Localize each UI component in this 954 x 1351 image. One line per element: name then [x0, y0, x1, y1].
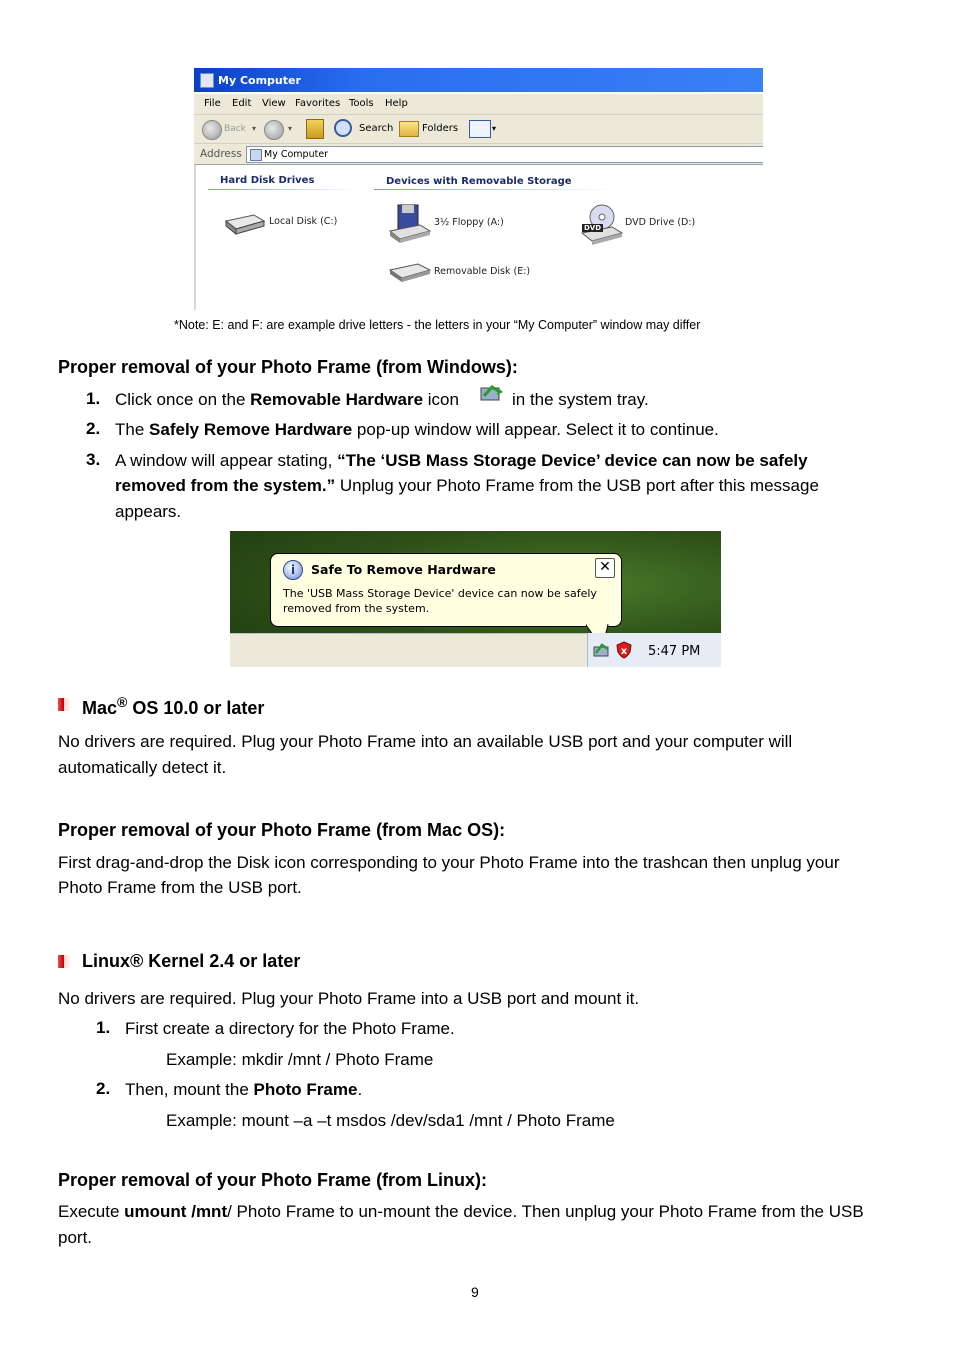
search-icon[interactable]	[334, 119, 352, 137]
mac-heading-text: Mac	[82, 698, 118, 718]
dvd-badge: DVD	[584, 224, 602, 232]
address-value: My Computer	[264, 149, 329, 160]
back-arrow-icon[interactable]	[202, 120, 222, 140]
windows-step-3-line-3: appears.	[115, 502, 182, 521]
computer-icon	[200, 73, 214, 88]
address-bar	[194, 144, 763, 165]
step-number: 2.	[86, 419, 101, 438]
notification-balloon	[270, 553, 622, 627]
balloon-message-line: removed from the system.	[283, 602, 430, 615]
step-text: pop-up window will appear. Select it to continue.	[352, 420, 719, 439]
registered-mark: ®	[117, 694, 128, 710]
menu-edit[interactable]: Edit	[232, 98, 252, 109]
linux-removal-heading: Proper removal of your Photo Frame (from Linux):	[58, 1170, 488, 1190]
step-text: Then, mount the	[125, 1080, 254, 1099]
windows-removal-heading: Proper removal of your Photo Frame (from Windows):	[58, 357, 518, 377]
windows-step-2	[115, 417, 719, 442]
system-clock[interactable]: 5:47 PM	[648, 644, 701, 659]
windows-step-1-end: in the system tray.	[512, 390, 649, 409]
views-icon[interactable]	[469, 120, 491, 138]
step-bold-text: Photo Frame	[253, 1080, 358, 1099]
step-text: .	[357, 1080, 363, 1099]
mac-removal-line-2: Photo Frame from the USB port.	[58, 878, 302, 897]
linux-step-2	[125, 1077, 362, 1102]
safe-remove-screenshot	[230, 531, 721, 667]
address-label: Address	[200, 148, 242, 160]
linux-removal-line-2: port.	[58, 1228, 93, 1247]
balloon-message	[283, 586, 597, 616]
linux-example-2: Example: mount –a –t msdos /dev/sda1 /mnt / Photo Frame	[166, 1111, 615, 1130]
balloon-title: Safe To Remove Hardware	[311, 562, 496, 577]
step-bold-text: Safely Remove Hardware	[149, 420, 353, 439]
step-bold-text: “The ‘USB Mass Storage Device’ device can now be safely	[337, 451, 808, 470]
window-title: My Computer	[218, 74, 301, 87]
toolbar	[194, 115, 763, 144]
step-text: Execute	[58, 1202, 125, 1221]
step-text: Click once on the	[115, 390, 251, 409]
step-number: 1.	[96, 1018, 111, 1037]
mac-intro-line-1: No drivers are required. Plug your Photo Frame into an available USB port and your computer will	[58, 732, 793, 751]
views-dropdown-icon[interactable]: ▾	[492, 124, 497, 133]
step-number: 3.	[86, 450, 101, 469]
close-icon[interactable]: ✕	[595, 558, 615, 578]
windows-step-3-line-2	[115, 473, 819, 498]
back-button-label[interactable]: Back	[224, 124, 246, 134]
section-bullet	[58, 955, 71, 968]
menu-tools[interactable]: Tools	[349, 98, 374, 109]
step-bold-text: removed from the system.”	[115, 476, 336, 495]
section-divider	[208, 189, 358, 190]
menu-file[interactable]: File	[204, 98, 221, 109]
removable-disk-icon[interactable]	[388, 260, 432, 284]
mnt-path: /mnt	[191, 1202, 228, 1221]
security-shield-icon[interactable]	[615, 641, 633, 659]
windows-step-1	[115, 387, 459, 412]
step-bold-text: Removable Hardware	[250, 390, 424, 409]
dvd-drive-label[interactable]: DVD Drive (D:)	[625, 217, 696, 228]
linux-intro: No drivers are required. Plug your Photo Frame into a USB port and mount it.	[58, 989, 640, 1008]
step-text: Unplug your Photo Frame from the USB port after this message	[335, 476, 819, 495]
section-hard-disk-drives: Hard Disk Drives	[220, 175, 315, 186]
removable-hardware-tray-icon	[480, 382, 504, 406]
menu-bar	[194, 94, 763, 115]
step-text: The	[115, 420, 150, 439]
local-disk-icon[interactable]	[224, 213, 264, 233]
linux-removal-line-1	[58, 1199, 864, 1224]
windows-step-3-line-1	[115, 448, 808, 473]
menu-favorites[interactable]: Favorites	[295, 98, 341, 109]
my-computer-screenshot	[194, 68, 763, 310]
back-dropdown-icon[interactable]: ▾	[252, 124, 257, 133]
removable-disk-label[interactable]: Removable Disk (E:)	[434, 266, 531, 277]
safely-remove-hardware-icon[interactable]	[593, 641, 611, 659]
step-text: icon	[423, 390, 459, 409]
mac-heading	[82, 694, 264, 719]
window-content	[194, 165, 763, 310]
window-titlebar	[194, 68, 763, 92]
step-text: / Photo Frame to un-mount the device. Then unplug your Photo Frame from the USB	[227, 1202, 864, 1221]
forward-arrow-icon[interactable]	[264, 120, 284, 140]
linux-example-1: Example: mkdir /mnt / Photo Frame	[166, 1050, 434, 1069]
info-icon: i	[283, 560, 303, 580]
folders-button-label[interactable]: Folders	[422, 123, 459, 134]
mac-heading-text: OS 10.0 or later	[127, 698, 265, 718]
section-bullet	[58, 698, 71, 711]
drive-letter-note: *Note: E: and F: are example drive letters - the letters in your “My Computer” window may differ	[174, 318, 701, 332]
menu-view[interactable]: View	[262, 98, 286, 109]
floppy-drive-icon[interactable]	[388, 203, 430, 243]
section-divider	[374, 189, 614, 190]
mac-removal-heading: Proper removal of your Photo Frame (from Mac OS):	[58, 820, 506, 840]
section-removable-storage: Devices with Removable Storage	[386, 176, 572, 187]
step-text: A window will appear stating,	[115, 451, 338, 470]
svg-text:x: x	[620, 646, 628, 657]
up-folder-icon[interactable]	[306, 119, 324, 139]
menu-help[interactable]: Help	[385, 98, 408, 109]
mac-removal-line-1: First drag-and-drop the Disk icon corresponding to your Photo Frame into the trashcan then unplug your	[58, 853, 840, 872]
step-number: 2.	[96, 1079, 111, 1098]
computer-small-icon	[250, 149, 262, 161]
linux-step-1: First create a directory for the Photo Frame.	[125, 1019, 455, 1038]
umount-command: umount	[124, 1202, 187, 1221]
folders-icon[interactable]	[399, 121, 419, 137]
forward-dropdown-icon[interactable]: ▾	[288, 124, 293, 133]
linux-heading: Linux® Kernel 2.4 or later	[82, 951, 301, 971]
local-disk-label[interactable]: Local Disk (C:)	[269, 216, 338, 227]
mac-intro-line-2: automatically detect it.	[58, 758, 227, 777]
floppy-drive-label[interactable]: 3½ Floppy (A:)	[434, 217, 504, 228]
balloon-message-line: The 'USB Mass Storage Device' device can now be safely	[283, 587, 597, 600]
step-number: 1.	[86, 389, 101, 408]
search-button-label[interactable]: Search	[359, 123, 394, 134]
page-number: 9	[471, 1284, 479, 1300]
